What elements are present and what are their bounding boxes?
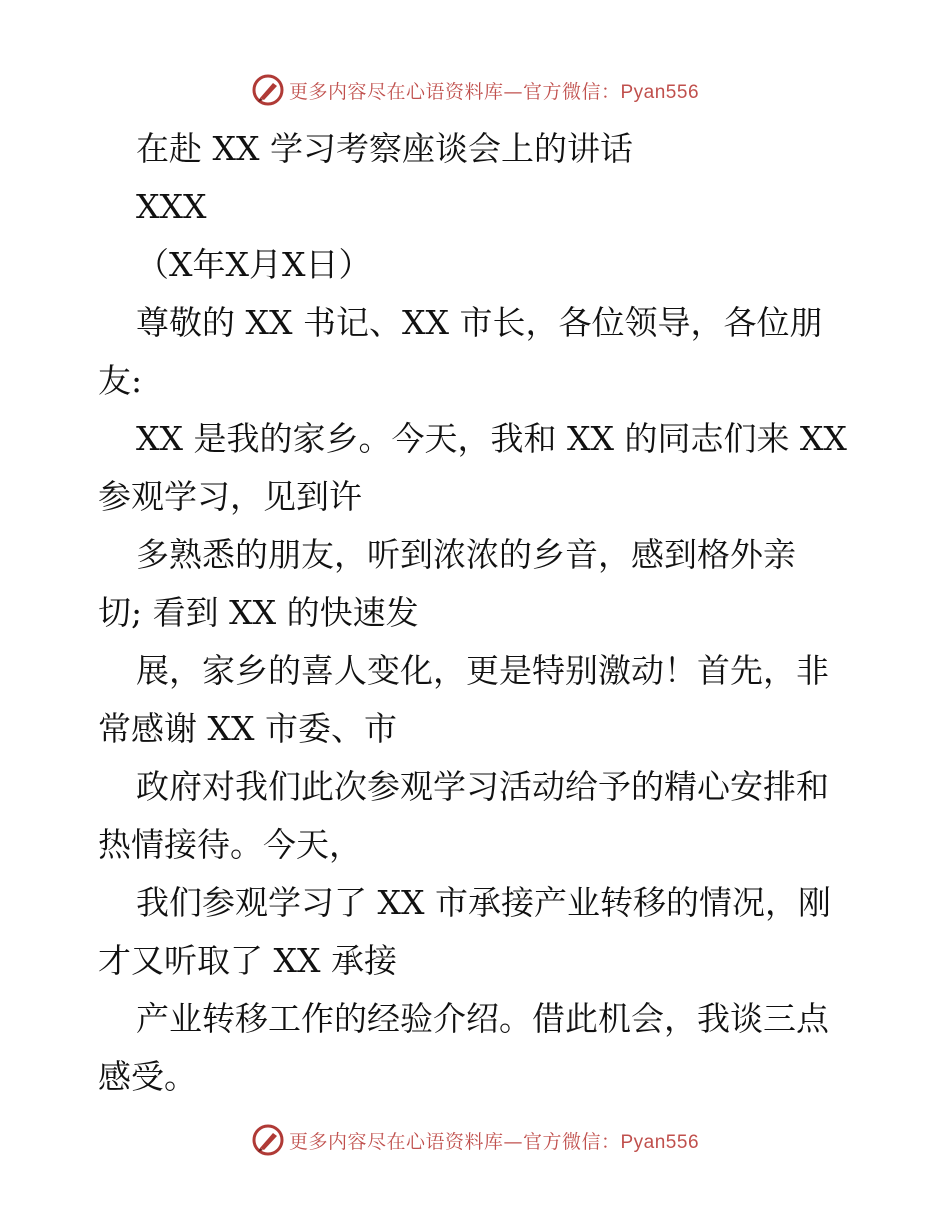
footer-banner-text xyxy=(289,1127,699,1154)
text-line: 产业转移工作的经验介绍。借此机会，我谈三点 xyxy=(136,999,829,1038)
header-banner xyxy=(0,70,950,110)
speaker-name: XXX xyxy=(136,187,207,226)
speech-date: （X年X月X日） xyxy=(136,245,372,284)
footer-banner-title: 更多内容尽在心语资料库 xyxy=(288,1130,504,1153)
header-banner-dash: — xyxy=(503,80,523,103)
speech-title: 在赴 XX 学习考察座谈会上的讲话 xyxy=(136,129,633,168)
footer-banner-dash: — xyxy=(503,1130,523,1153)
text-line: 我们参观学习了 XX 市承接产业转移的情况，刚 xyxy=(136,883,831,922)
header-banner-wechat-id: Pyan556 xyxy=(620,81,700,103)
header-banner-title: 更多内容尽在心语资料库 xyxy=(288,80,504,103)
text-line: 热情接待。今天， xyxy=(98,825,362,864)
text-line: 参观学习，见到许 xyxy=(98,477,362,516)
text-line: 切; 看到 XX 的快速发 xyxy=(98,593,419,632)
text-line: XX 是我的家乡。今天，我和 XX 的同志们来 XX xyxy=(136,419,847,458)
text-line: 政府对我们此次参观学习活动给予的精心安排和 xyxy=(136,767,829,806)
footer-banner xyxy=(0,1120,950,1160)
text-line: 感受。 xyxy=(98,1057,197,1096)
document-body xyxy=(98,120,858,1106)
text-line: 友: xyxy=(98,361,143,400)
text-line: 多熟悉的朋友，听到浓浓的乡音，感到格外亲 xyxy=(136,535,796,574)
footer-banner-wechat-id: Pyan556 xyxy=(620,1131,700,1153)
header-banner-text xyxy=(289,77,699,104)
text-line: 展，家乡的喜人变化，更是特别激动！首先，非 xyxy=(136,651,829,690)
text-line: 尊敬的 XX 书记、XX 市长，各位领导，各位朋 xyxy=(136,303,823,342)
header-banner-wechat-label: 官方微信： xyxy=(522,80,621,103)
pen-logo-icon xyxy=(251,73,285,107)
footer-banner-wechat-label: 官方微信： xyxy=(522,1130,621,1153)
pen-logo-icon xyxy=(251,1123,285,1157)
text-line: 才又听取了 XX 承接 xyxy=(98,941,397,980)
text-line: 常感谢 XX 市委、市 xyxy=(98,709,397,748)
